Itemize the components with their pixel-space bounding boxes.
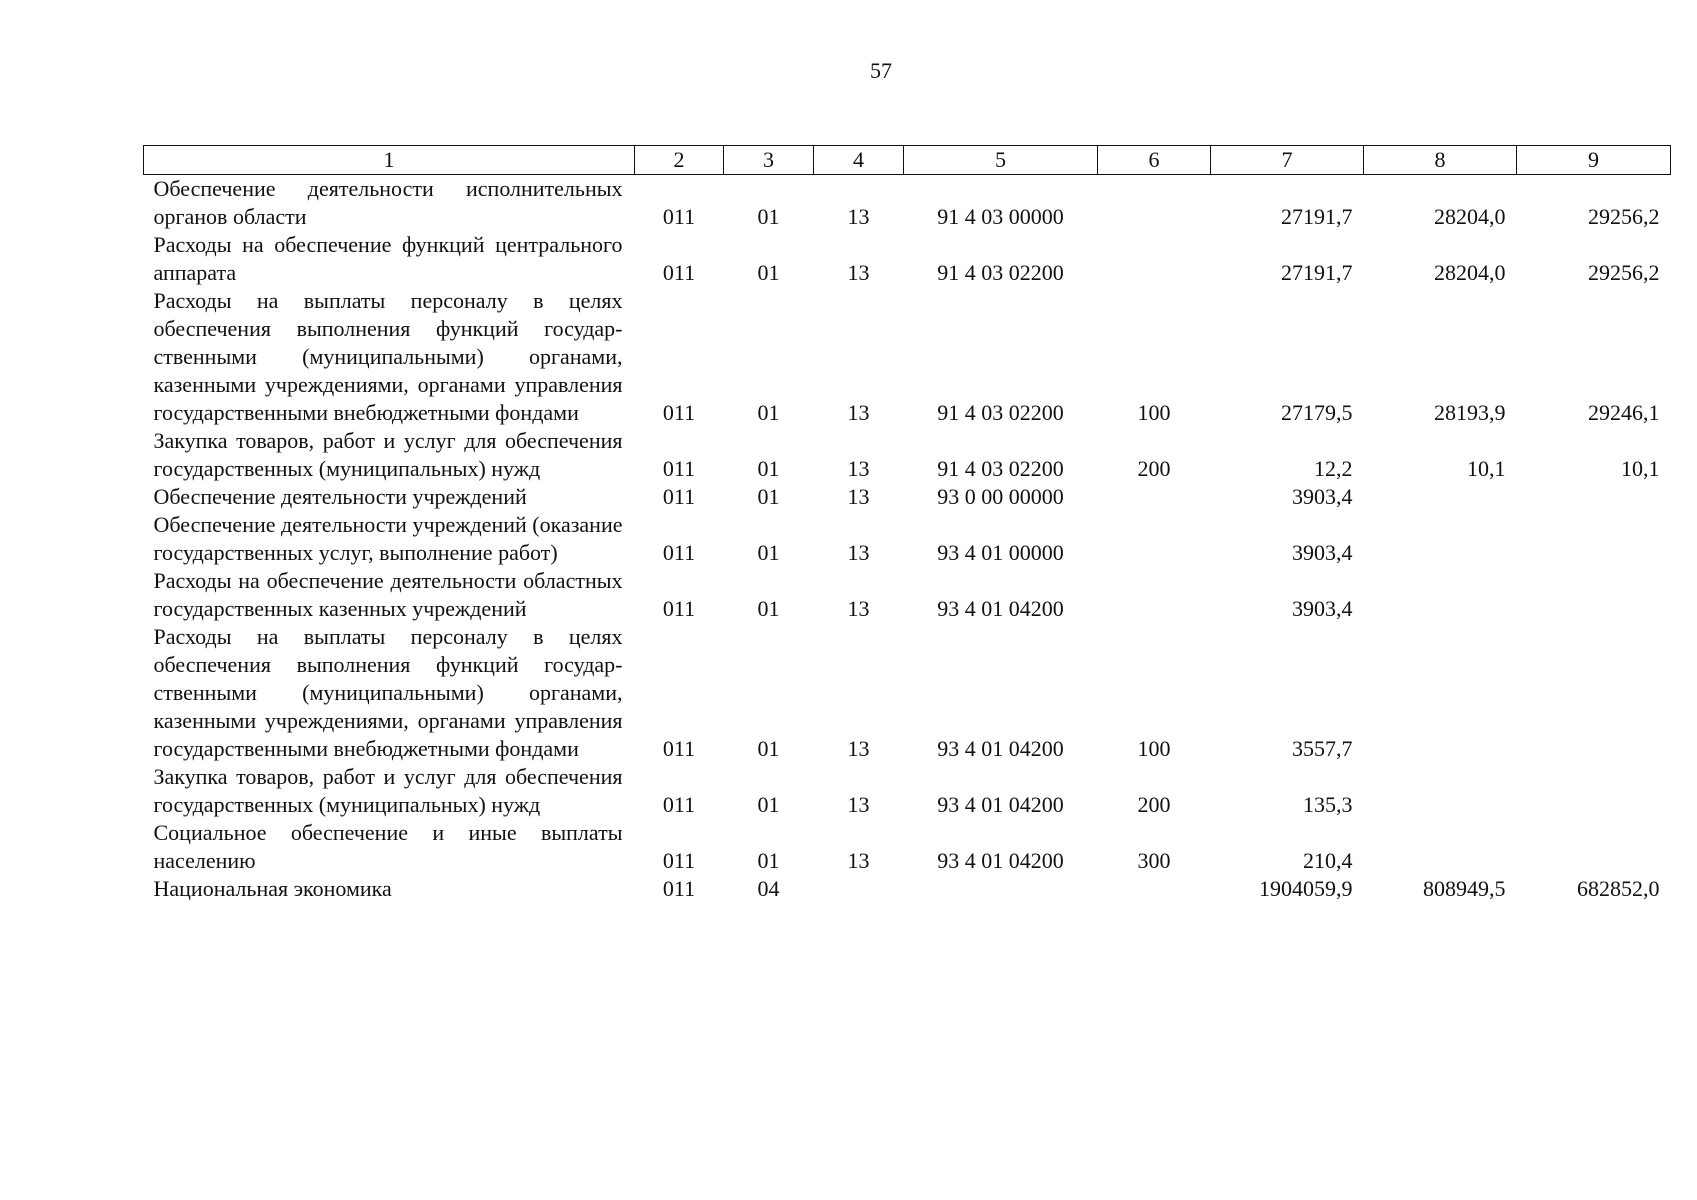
amount-year-1-cell: 3903,4 bbox=[1292, 540, 1353, 565]
target-article-code-cell: 91 4 03 02200 bbox=[937, 456, 1064, 481]
section-code-cell: 01 bbox=[757, 400, 780, 425]
ministry-code-cell: 011 bbox=[662, 400, 696, 425]
amount-year-3-cell bbox=[1517, 483, 1671, 511]
amount-year-3-cell: 10,1 bbox=[1621, 456, 1660, 481]
table-row bbox=[144, 231, 1671, 287]
ministry-code-cell: 011 bbox=[662, 484, 696, 509]
target-article-code-cell: 93 4 01 04200 bbox=[937, 736, 1064, 761]
expense-type-code-cell: 200 bbox=[1137, 456, 1171, 481]
section-code-cell: 01 bbox=[757, 596, 780, 621]
expense-type-code-cell bbox=[1098, 483, 1211, 511]
expense-type-code-cell bbox=[1098, 175, 1211, 232]
amount-year-1-cell: 27179,5 bbox=[1281, 400, 1353, 425]
subsection-code-cell bbox=[814, 875, 904, 903]
target-article-code-cell: 91 4 03 00000 bbox=[937, 204, 1064, 229]
column-header: 9 bbox=[1517, 146, 1671, 175]
column-header: 6 bbox=[1098, 146, 1211, 175]
amount-year-1-cell: 135,3 bbox=[1303, 792, 1353, 817]
subsection-code-cell: 13 bbox=[847, 484, 870, 509]
subsection-code-cell: 13 bbox=[847, 260, 870, 285]
amount-year-3-cell bbox=[1517, 623, 1671, 763]
amount-year-3-cell bbox=[1517, 763, 1671, 819]
row-name-cell: Обеспечение деятельности учреждений (оказание государственных услуг, выполнение работ) bbox=[153, 512, 623, 565]
subsection-code-cell: 13 bbox=[847, 596, 870, 621]
section-code-cell: 01 bbox=[757, 260, 780, 285]
section-code-cell: 01 bbox=[757, 204, 780, 229]
amount-year-2-cell bbox=[1364, 511, 1517, 567]
amount-year-3-cell: 682852,0 bbox=[1577, 876, 1660, 901]
section-code-cell: 01 bbox=[757, 792, 780, 817]
amount-year-3-cell bbox=[1517, 819, 1671, 875]
table-row bbox=[144, 287, 1671, 427]
row-name-cell: Расходы на обеспечение функций центрального аппарата bbox=[153, 232, 623, 285]
amount-year-3-cell bbox=[1517, 511, 1671, 567]
subsection-code-cell: 13 bbox=[847, 204, 870, 229]
section-code-cell: 01 bbox=[757, 484, 780, 509]
row-name-cell: Обеспечение деятельности учреждений bbox=[153, 484, 527, 509]
row-name-cell: Социальное обеспечение и иные выплаты населению bbox=[153, 820, 623, 873]
ministry-code-cell: 011 bbox=[662, 260, 696, 285]
subsection-code-cell: 13 bbox=[847, 792, 870, 817]
table-row bbox=[144, 763, 1671, 819]
amount-year-1-cell: 3903,4 bbox=[1292, 484, 1353, 509]
section-code-cell: 01 bbox=[757, 456, 780, 481]
amount-year-2-cell bbox=[1364, 567, 1517, 623]
table-row bbox=[144, 567, 1671, 623]
amount-year-2-cell: 808949,5 bbox=[1423, 876, 1506, 901]
amount-year-1-cell: 27191,7 bbox=[1281, 260, 1353, 285]
table-row bbox=[144, 875, 1671, 903]
column-header: 2 bbox=[635, 146, 724, 175]
expense-type-code-cell bbox=[1098, 231, 1211, 287]
table-row bbox=[144, 819, 1671, 875]
expense-type-code-cell: 300 bbox=[1137, 848, 1171, 873]
row-name-cell: Расходы на выплаты персоналу в целях обеспечения выполнения функций государственными (муниципальными) органами, казенными учреждениями, органами управления государственными внебюджетными фондами bbox=[153, 288, 623, 425]
ministry-code-cell: 011 bbox=[662, 456, 696, 481]
table-row bbox=[144, 483, 1671, 511]
amount-year-1-cell: 27191,7 bbox=[1281, 204, 1353, 229]
table-row bbox=[144, 175, 1671, 232]
amount-year-2-cell bbox=[1364, 819, 1517, 875]
row-name-cell: Национальная экономика bbox=[153, 876, 392, 901]
amount-year-2-cell: 10,1 bbox=[1467, 456, 1506, 481]
row-name-cell: Закупка товаров, работ и услуг для обеспечения государственных (муниципальных) нужд bbox=[153, 764, 623, 817]
expense-type-code-cell: 100 bbox=[1137, 736, 1171, 761]
ministry-code-cell: 011 bbox=[662, 596, 696, 621]
amount-year-2-cell bbox=[1364, 763, 1517, 819]
expense-type-code-cell bbox=[1098, 511, 1211, 567]
amount-year-1-cell: 210,4 bbox=[1303, 848, 1353, 873]
table-body bbox=[144, 175, 1671, 904]
ministry-code-cell: 011 bbox=[662, 876, 696, 901]
column-header: 4 bbox=[814, 146, 904, 175]
section-code-cell: 01 bbox=[757, 848, 780, 873]
table-row bbox=[144, 623, 1671, 763]
amount-year-3-cell: 29256,2 bbox=[1588, 204, 1660, 229]
expense-type-code-cell: 100 bbox=[1137, 400, 1171, 425]
amount-year-3-cell bbox=[1517, 567, 1671, 623]
ministry-code-cell: 011 bbox=[662, 540, 696, 565]
target-article-code-cell: 93 4 01 04200 bbox=[937, 596, 1064, 621]
row-name-cell: Расходы на выплаты персоналу в целях обеспечения выполнения функций государственными (муниципальными) органами, казенными учреждениями, органами управления государственными внебюджетными фондами bbox=[153, 624, 623, 761]
amount-year-3-cell: 29246,1 bbox=[1588, 400, 1660, 425]
target-article-code-cell bbox=[904, 875, 1098, 903]
column-header: 5 bbox=[904, 146, 1098, 175]
table-header-row bbox=[144, 146, 1671, 175]
ministry-code-cell: 011 bbox=[662, 736, 696, 761]
expense-type-code-cell bbox=[1098, 567, 1211, 623]
budget-table bbox=[143, 145, 1671, 903]
target-article-code-cell: 93 0 00 00000 bbox=[937, 484, 1064, 509]
amount-year-1-cell: 3557,7 bbox=[1292, 736, 1353, 761]
amount-year-2-cell: 28204,0 bbox=[1434, 204, 1506, 229]
ministry-code-cell: 011 bbox=[662, 792, 696, 817]
section-code-cell: 01 bbox=[757, 736, 780, 761]
subsection-code-cell: 13 bbox=[847, 400, 870, 425]
subsection-code-cell: 13 bbox=[847, 456, 870, 481]
subsection-code-cell: 13 bbox=[847, 540, 870, 565]
amount-year-2-cell bbox=[1364, 623, 1517, 763]
column-header: 3 bbox=[724, 146, 814, 175]
column-header: 1 bbox=[144, 146, 635, 175]
table-row bbox=[144, 511, 1671, 567]
target-article-code-cell: 91 4 03 02200 bbox=[937, 260, 1064, 285]
column-header: 7 bbox=[1211, 146, 1364, 175]
table-row bbox=[144, 427, 1671, 483]
amount-year-2-cell: 28193,9 bbox=[1434, 400, 1506, 425]
amount-year-1-cell: 3903,4 bbox=[1292, 596, 1353, 621]
section-code-cell: 04 bbox=[757, 876, 780, 901]
amount-year-3-cell: 29256,2 bbox=[1588, 260, 1660, 285]
subsection-code-cell: 13 bbox=[847, 848, 870, 873]
subsection-code-cell: 13 bbox=[847, 736, 870, 761]
ministry-code-cell: 011 bbox=[662, 204, 696, 229]
amount-year-2-cell: 28204,0 bbox=[1434, 260, 1506, 285]
page-number: 57 bbox=[870, 58, 892, 83]
row-name-cell: Закупка товаров, работ и услуг для обеспечения государственных (муниципальных) нужд bbox=[153, 428, 623, 481]
row-name-cell: Обеспечение деятельности исполнительных органов области bbox=[153, 176, 623, 229]
section-code-cell: 01 bbox=[757, 540, 780, 565]
amount-year-2-cell bbox=[1364, 483, 1517, 511]
expense-type-code-cell bbox=[1098, 875, 1211, 903]
target-article-code-cell: 93 4 01 00000 bbox=[937, 540, 1064, 565]
amount-year-1-cell: 12,2 bbox=[1314, 456, 1353, 481]
column-header: 8 bbox=[1364, 146, 1517, 175]
target-article-code-cell: 93 4 01 04200 bbox=[937, 792, 1064, 817]
row-name-cell: Расходы на обеспечение деятельности областных государственных казенных учреждений bbox=[153, 568, 623, 621]
target-article-code-cell: 91 4 03 02200 bbox=[937, 400, 1064, 425]
expense-type-code-cell: 200 bbox=[1137, 792, 1171, 817]
ministry-code-cell: 011 bbox=[662, 848, 696, 873]
target-article-code-cell: 93 4 01 04200 bbox=[937, 848, 1064, 873]
amount-year-1-cell: 1904059,9 bbox=[1259, 876, 1353, 901]
